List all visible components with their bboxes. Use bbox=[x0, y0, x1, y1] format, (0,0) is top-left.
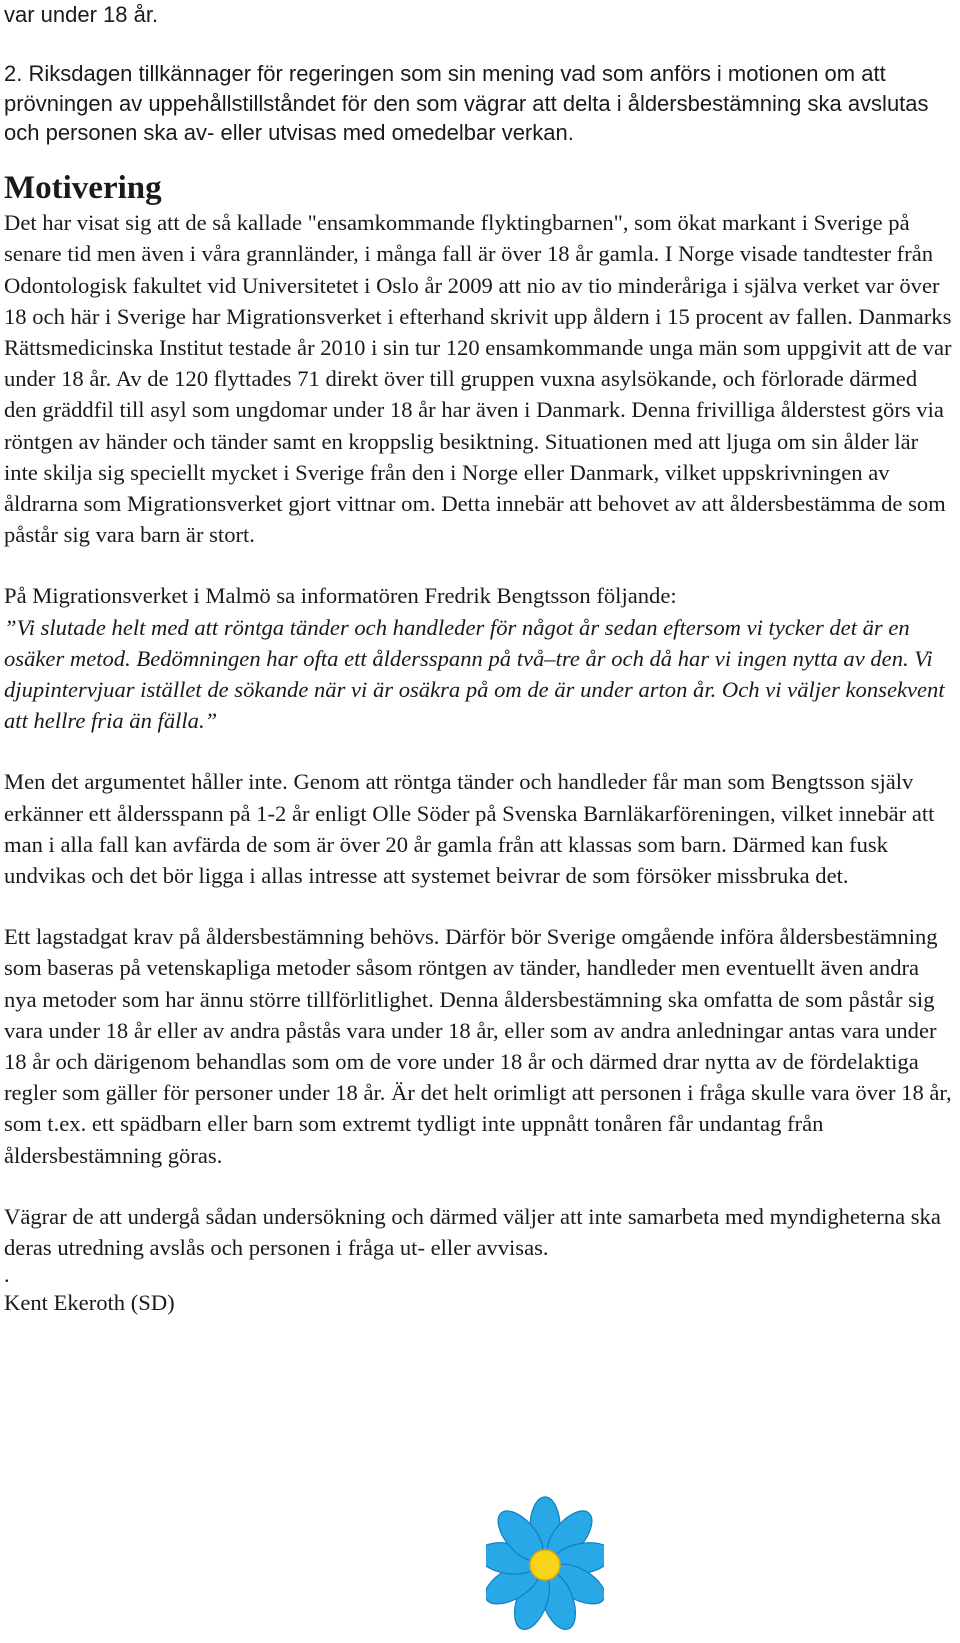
paragraph-counterargument: Men det argumentet håller inte. Genom att röntga tänder och handleder får man som Bengtsson själv erkänner ett åldersspann på 1-2 år enligt Olle Söder på Svenska Barnläkarföreningen, vilket innebär att man i alla fall kan avfärda de som är över 20 år gamla från att klassas som barn. Därmed kan fusk undvikas och det bör ligga i allas intresse att systemet beivrar de som försöker missbruka det. bbox=[4, 769, 935, 889]
section-heading-motivering: Motivering bbox=[4, 170, 162, 207]
paragraph-quote-block bbox=[4, 580, 954, 736]
paragraph-background: Det har visat sig att de så kallade "ensamkommande flyktingbarnen", som ökat markant i Sverige på senare tid men även i våra grannländer, i många fall är över 18 år gamla. I Norge visade tandtester från Odontologisk fakultet vid Universitetet i Oslo år 2009 att nio av tio minderåriga i själva verket var över 18 och här i Sverige har Migrationsverket i efterhand skrivit upp åldern i 15 procent av fallen. Danmarks Rättsmedicinska Institut testade år 2010 i sin tur 120 ensamkommande unga män som uppgivit att de var under 18 år. Av de 120 flyttades 71 direkt över till gruppen vuxna asylsökande, och förlorade därmed den gräddfil till asyl som ungdomar under 18 år har även i Danmark. Denna frivilliga ålderstest görs via röntgen av händer och tänder samt en kroppslig besiktning. Situationen med att ljuga om sin ålder lär inte skilja sig speciellt mycket i Sverige från den i Norge eller Danmark, vilket uppskrivningen av åldrarna som Migrationsverket gjort vittnar om. Detta innebär att behovet av att åldersbestämma de som påstår sig vara barn är stort. bbox=[4, 210, 952, 548]
flower-logo-icon bbox=[486, 1495, 604, 1635]
paragraph-proposal: Ett lagstadgat krav på åldersbestämning behövs. Därför bör Sverige omgående införa åldersbestämning som baseras på vetenskapliga metoder såsom röntgen av tänder, handleder men eventuellt även andra nya metoder som har ännu större tillförlitlighet. Denna åldersbestämning ska omfatta de som påstår sig vara under 18 år eller av andra påstås vara under 18 år, eller som av andra anledningar antas vara under 18 år och därigenom behandlas som om de vore under 18 år och därmed drar nytta av de fördelaktiga regler som gäller för personer under 18 år. Är det helt orimligt att personen i fråga skulle vara över 18 år, som t.ex. ett spädbarn eller barn som extremt tydligt inte uppnått tonåren får undantag från åldersbestämning göras. bbox=[4, 924, 952, 1168]
flower-center bbox=[530, 1550, 560, 1580]
signature: Kent Ekeroth (SD) bbox=[4, 1290, 175, 1316]
separator-dot: . bbox=[4, 1262, 10, 1288]
quote-text: ”Vi slutade helt med att röntga tänder och handleder för något år sedan eftersom vi tycker det är en osäker metod. Bedömningen har ofta ett åldersspann på två–tre år och då har vi ingen nytta av den. Vi djupintervjuar istället de sökande när vi är osäkra på om de är under arton år. Och vi väljer konsekvent att hellre fria än fälla.” bbox=[4, 614, 945, 734]
document-page bbox=[4, 0, 954, 1318]
paragraph-refusal: Vägrar de att undergå sådan undersökning och därmed väljer att inte samarbeta med myndigheterna ska deras utredning avslås och personen i fråga ut- eller avvisas. bbox=[4, 1203, 941, 1261]
quote-intro: På Migrationsverket i Malmö sa informatören Fredrik Bengtsson följande: bbox=[4, 583, 677, 609]
text-line-top: var under 18 år. bbox=[4, 2, 159, 27]
motion-point-2: 2. Riksdagen tillkännager för regeringen som sin mening vad som anförs i motionen om att prövningen av uppehållstillståndet för den som vägrar att delta i åldersbestämning ska avslutas och personen ska av- eller utvisas med omedelbar verkan. bbox=[4, 60, 929, 146]
